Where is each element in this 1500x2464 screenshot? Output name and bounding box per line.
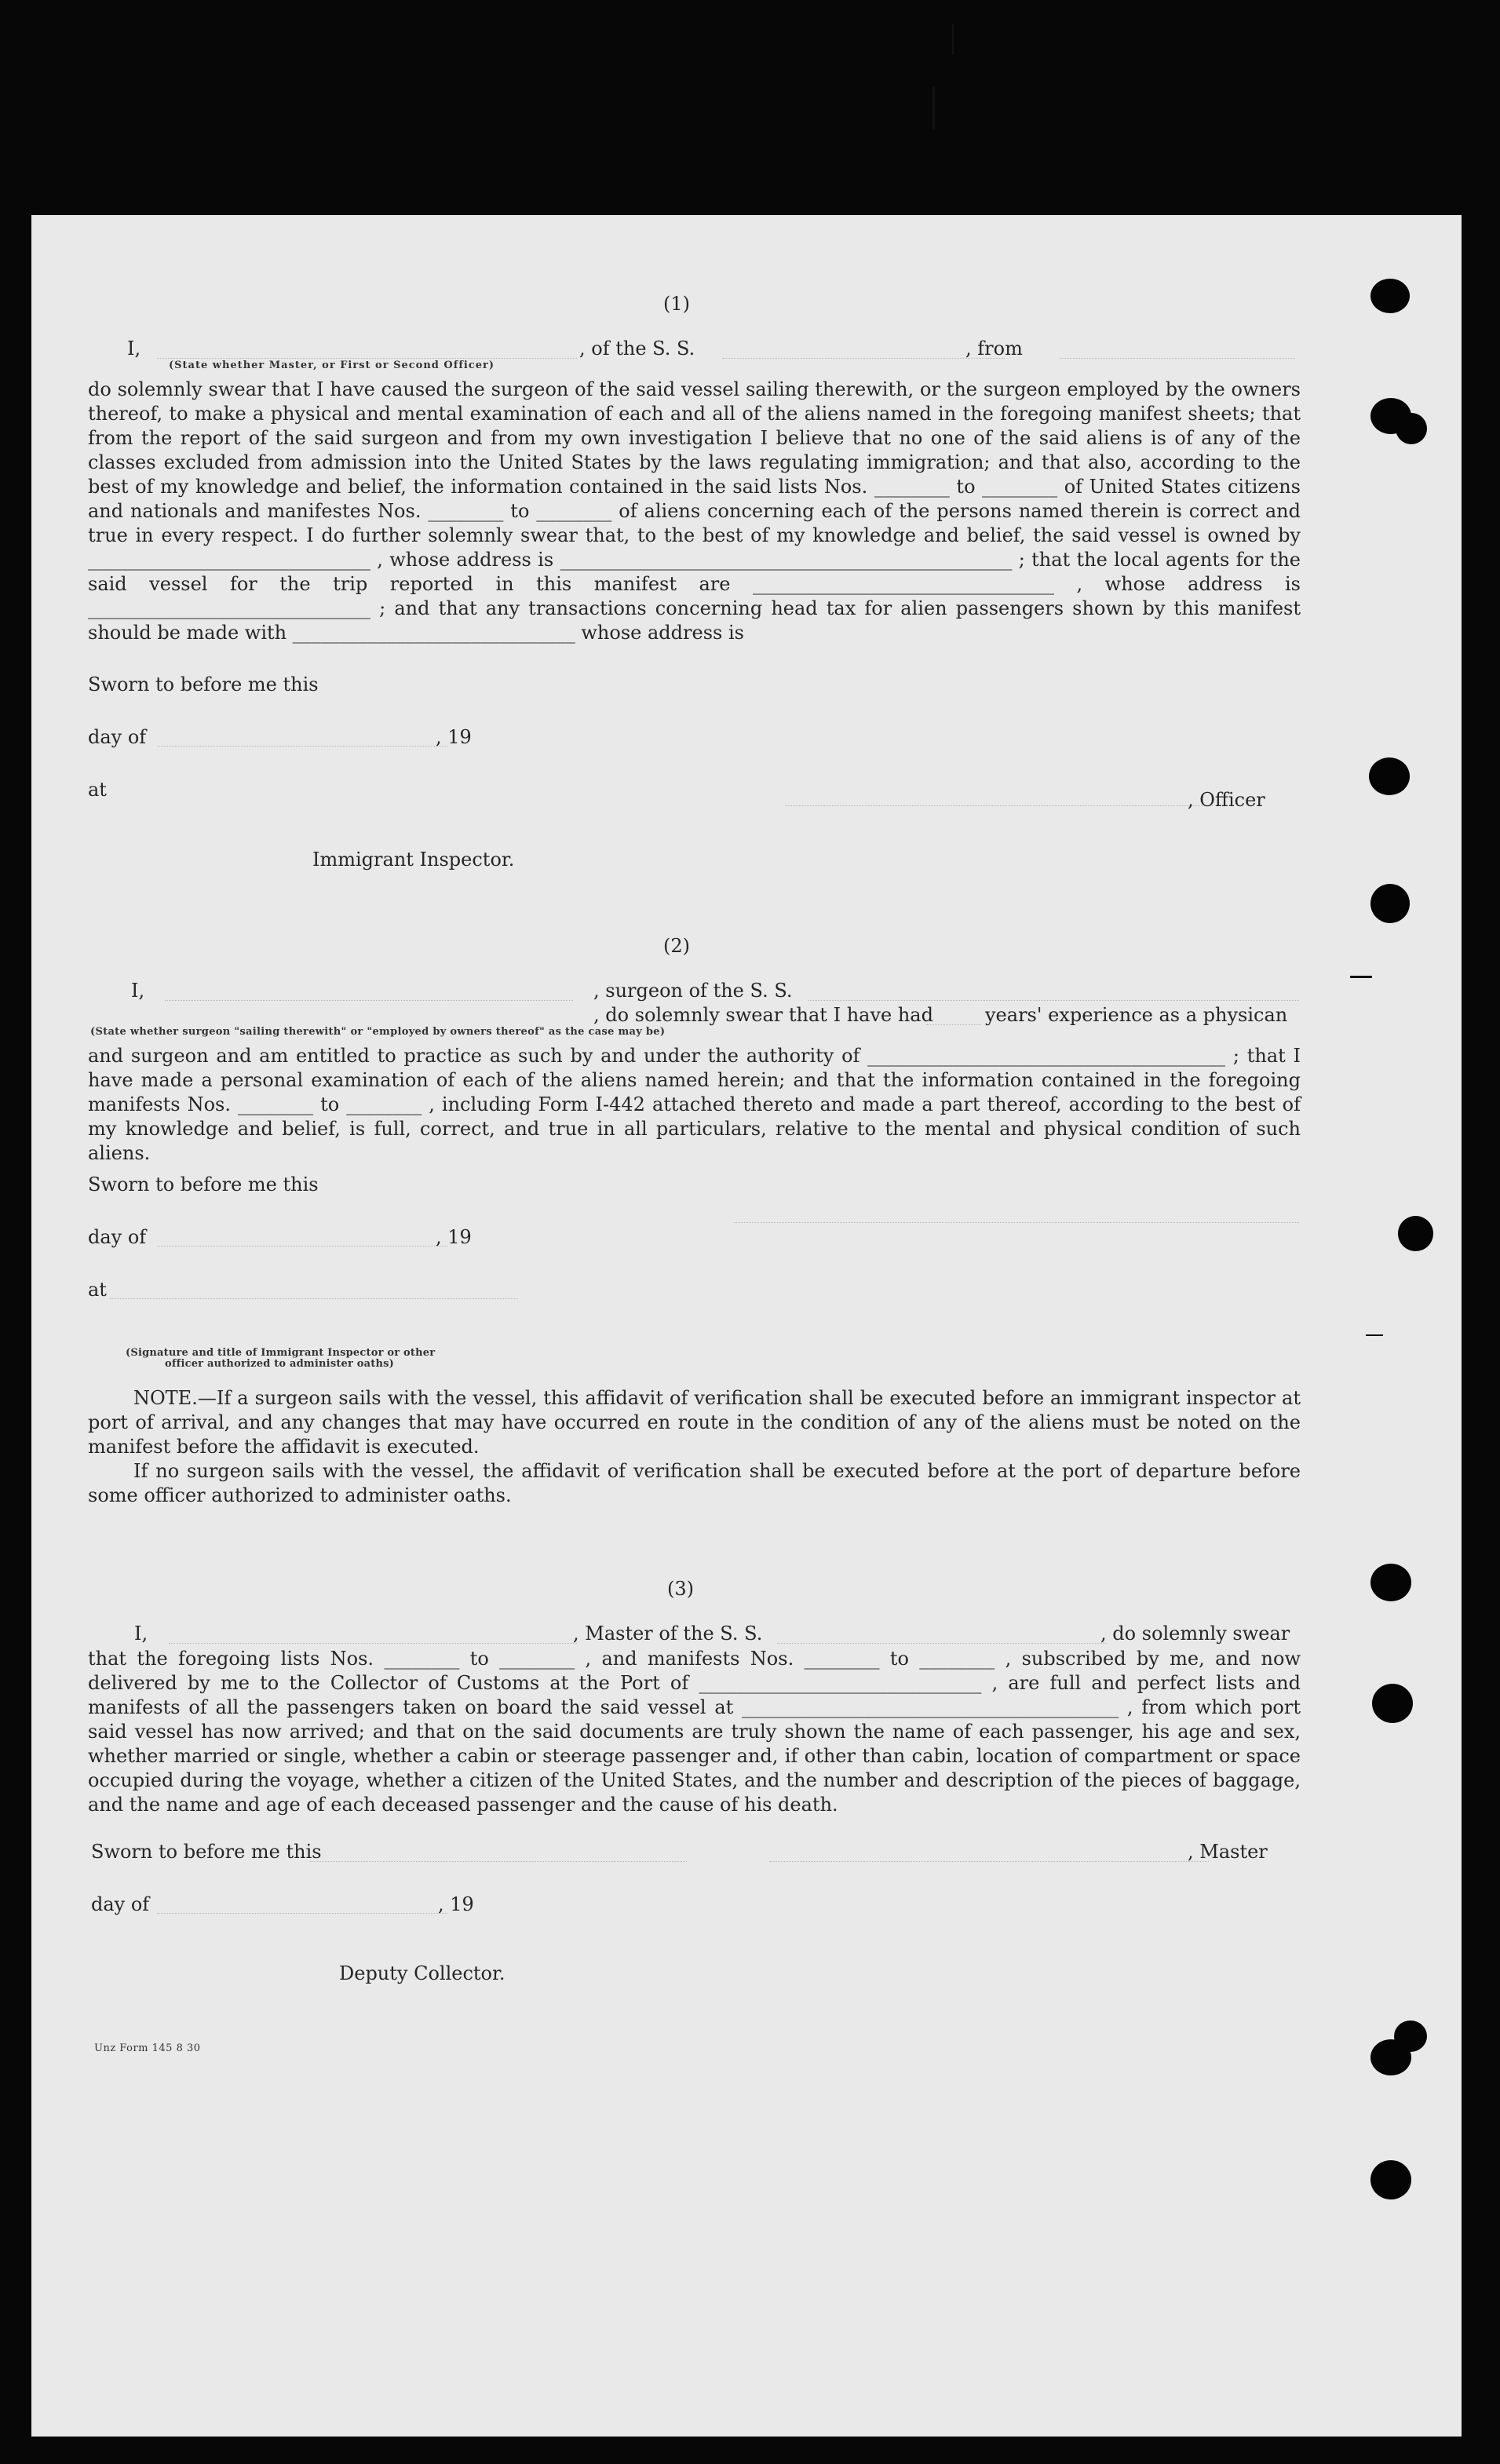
section-2-day-of: day of [88,1226,147,1248]
section-1-year: , 19 [436,726,472,748]
section-3-opening: I, [134,1623,148,1644]
punch-hole-3 [1369,757,1410,795]
years-experience-line[interactable] [926,1024,981,1025]
section-2-at: at [88,1279,107,1301]
section-3-deputy: Deputy Collector. [339,1962,505,1984]
form-id: Unz Form 145 8 30 [94,2042,201,2054]
section-2-day-line[interactable] [157,1246,447,1247]
master-of-label: , Master of the S. S. [573,1623,763,1644]
section-3-master-line[interactable] [769,1861,1209,1862]
top-edge-mark-2 [952,24,954,55]
vessel-name-line[interactable] [722,358,1005,359]
section-2-sworn: Sworn to before me this [88,1174,319,1195]
section-3-year: , 19 [438,1893,474,1915]
section-2-do-swear: , do solemnly swear that I have had [593,1004,933,1026]
section-2-paragraph: and surgeon and am entitled to practice as such by and under the authority of ______________________________________ ; that I have made a personal examination of each of the aliens named herein; and that the information contained in the foregoing manifests Nos. ________ to ________ , including Form I-442 attached thereto and made a part thereof, according to the best of my knowledge and belief, is full, correct, and true in all particulars, relative to the mental and physical condition of such aliens. [88,1045,1301,1164]
section-1-at: at [88,779,107,801]
section-1-number: (1) [663,293,690,315]
section-1-day-line[interactable] [157,746,447,747]
signature-caption-2: officer authorized to administer oaths) [165,1358,395,1370]
dash-mark-1 [1350,976,1372,978]
surgeon-of-label: , surgeon of the S. S. [593,980,793,1002]
surgeon-caption: (State whether surgeon "sailing therewith" or "employed by owners thereof" as the case may be) [90,1026,666,1038]
section-3-day-line[interactable] [157,1913,447,1914]
punch-hole-8b [1394,2020,1427,2052]
section-3-do-swear: , do solemnly swear [1100,1623,1290,1644]
surgeon-vessel-line[interactable] [808,1000,1299,1001]
section-2-note-2: If no surgeon sails with the vessel, the affidavit of verification shall be executed before at the port of departure before some officer authorized to administer oaths. [88,1460,1301,1506]
section-3-paragraph: that the foregoing lists Nos. ________ to ________ , and manifests Nos. ________ to ________ , subscribed by me, and now delivered by me to the Collector of Customs at the Port of ______________________________ , are full and perfect lists and manifests of all the passengers taken on board the said vessel at ________________________________________ , from which port said vessel has now arrived; and that on the said documents are truly shown the name of each passenger, his age and sex, whether married or single, whether a cabin or steerage passenger and, if other than cabin, location of compartment or space occupied during the voyage, whether a citizen of the United States, and the number and description of the pieces of baggage, and the name and age of each deceased passenger and the cause of his death. [88,1648,1301,1816]
from-label: , from [965,338,1023,360]
section-2-experience: years' experience as a physican [985,1004,1288,1026]
dash-mark-2 [1366,1334,1383,1336]
section-2-note-1: NOTE.—If a surgeon sails with the vessel, this affidavit of verification shall be executed before an immigrant inspector at port of arrival, and any changes that may have occurred en route in the condition of any of the aliens must be noted on the manifest before the affidavit is executed. [88,1387,1301,1458]
punch-hole-4 [1370,884,1410,923]
punch-hole-7 [1372,1684,1413,1723]
section-1-opening: I, [127,338,141,360]
section-2-number: (2) [663,935,690,957]
surgeon-name-line[interactable] [165,1000,573,1001]
section-1-paragraph: do solemnly swear that I have caused the surgeon of the said vessel sailing therewith, or the surgeon employed by the owners thereof, to make a physical and mental examination of each and all of the aliens named in the foregoing manifest sheets; that from the report of the said surgeon and from my own investigation I believe that no one of the said aliens is of any of the classes excluded from admission into the United States by the laws regulating immigration; and that also, according to the best of my knowledge and belief, the information contained in the said lists Nos. ________ to ________ of United States citizens and nationals and manifestes Nos. ________ to ________ of aliens concerning each of the persons named therein is correct and true in every respect. I do further solemnly swear that, to the best of my knowledge and belief, the said vessel is owned by ______________________________ , whose address is ________________________________________________ ; that the local agents for the said vessel for the trip reported in this manifest are ________________________________ , whose address is ______________________________ ; and that any transactions concerning head tax for alien passengers shown by this manifest should be made with ______________________________ whose address is [88,378,1301,644]
section-2-opening: I, [131,980,145,1002]
top-edge-mark [932,86,935,130]
signature-caption-1: (Signature and title of Immigrant Inspector or other [126,1347,436,1359]
section-2-at-line[interactable] [110,1298,518,1299]
master-name-line[interactable] [169,1643,577,1644]
section-3-sworn: Sworn to before me this [91,1841,322,1863]
section-1-inspector: Immigrant Inspector. [312,849,515,871]
officer-name-line[interactable] [157,358,577,359]
manifest-affidavit-page [31,215,1462,2437]
from-port-line[interactable] [1060,358,1295,359]
section-3-day-of: day of [91,1893,150,1915]
punch-hole-5 [1398,1216,1433,1251]
punch-hole-9 [1370,2160,1411,2199]
punch-hole-6 [1370,1564,1411,1601]
section-1-officer: , Officer [1188,789,1265,811]
master-vessel-line[interactable] [777,1643,1107,1644]
section-1-officer-line[interactable] [785,805,1213,806]
section-2-signature-line[interactable] [734,1222,1299,1223]
section-3-master: , Master [1188,1841,1268,1863]
punch-hole-2b [1396,413,1427,444]
section-2-year: , 19 [436,1226,472,1248]
officer-caption: (State whether Master, or First or Second Officer) [169,360,495,371]
of-the-ss-label: , of the S. S. [579,338,695,360]
section-3-sworn-line[interactable] [310,1861,687,1862]
section-1-day-of: day of [88,726,147,748]
section-1-sworn: Sworn to before me this [88,673,319,695]
section-3-number: (3) [667,1578,694,1600]
punch-hole-1 [1370,279,1410,313]
